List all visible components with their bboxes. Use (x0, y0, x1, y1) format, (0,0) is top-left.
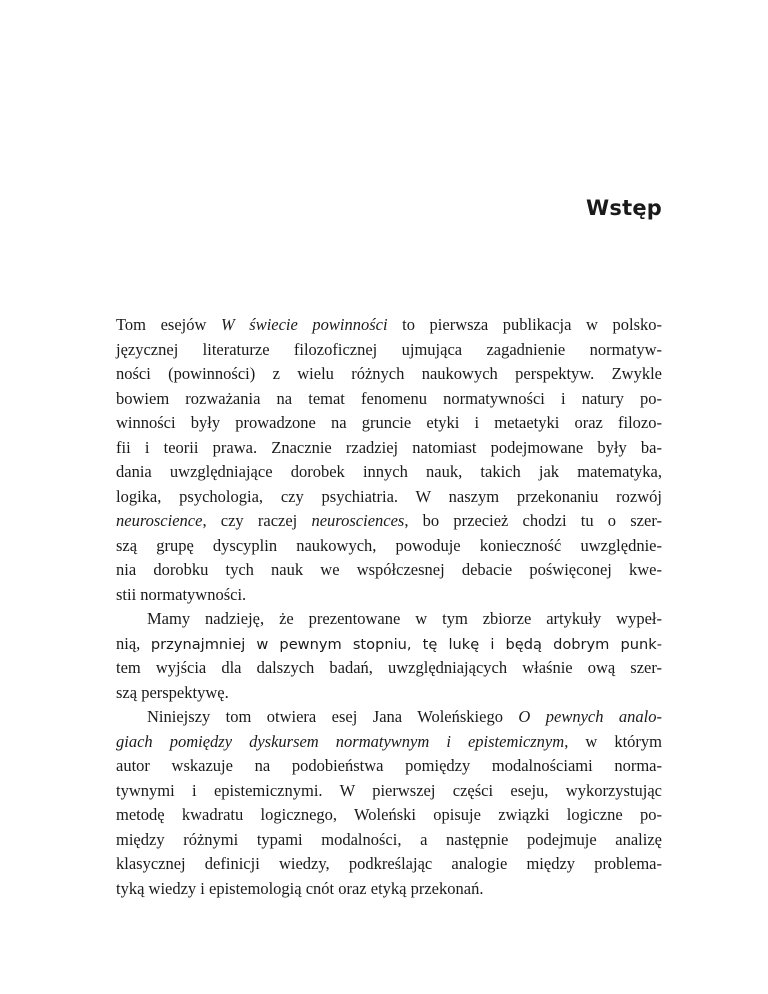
text-run: tywnymi i epistemicznymi. W pierwszej części eseju, wykorzystując (116, 780, 662, 800)
text-run: autor wskazuje na podobieństwa pomiędzy modalnościami norma- (116, 756, 662, 775)
text-line (116, 534, 662, 559)
italic-text: W świecie powinności (220, 315, 388, 334)
text-line (116, 681, 662, 706)
text-run: , czy raczej (202, 511, 312, 530)
text-run: języcznej literaturze filozoficznej ujmująca zagadnienie normatyw- (116, 339, 662, 359)
text-line (116, 436, 662, 461)
text-line (116, 607, 662, 632)
text-line (116, 509, 662, 534)
text-line (116, 730, 662, 755)
text-line (116, 852, 662, 877)
text-run: tyką wiedzy i epistemologią cnót oraz etyką przekonań. (116, 878, 484, 898)
text-line (116, 632, 662, 657)
text-line (116, 313, 662, 338)
text-run: Tom esejów (116, 315, 221, 334)
text-run: , bo przecież chodzi tu o szer- (404, 511, 662, 530)
body-text (116, 313, 662, 901)
text-line (116, 803, 662, 828)
text-line (116, 779, 662, 804)
text-run: klasycznej definicji wiedzy, podkreślając analogie między problema- (116, 854, 662, 873)
text-run: bowiem rozważania na temat fenomenu normatywności i natury po- (116, 388, 662, 408)
text-line (116, 411, 662, 436)
text-run: nia dorobku tych nauk we współczesnej debacie poświęconej kwe- (116, 560, 662, 579)
text-run: nią, (116, 633, 151, 653)
text-run: stii normatywności. (116, 584, 247, 604)
italic-text: giach pomiędzy dyskursem normatywnym i epistemicznym (116, 731, 565, 751)
chapter-title: Wstęp (586, 196, 662, 220)
text-line (116, 558, 662, 583)
text-line (116, 362, 662, 387)
text-run: szą grupę dyscyplin naukowych, powoduje konieczność uwzględnie- (116, 535, 662, 555)
text-line (116, 705, 662, 730)
italic-text: O pewnych analo- (518, 707, 662, 726)
text-run: Mamy nadzieję, że prezentowane w tym zbiorze artykuły wypeł- (147, 609, 662, 628)
text-run: przynajmniej w pewnym stopniu, tę lukę i będą dobrym punk- (150, 635, 662, 653)
text-run: Niniejszy tom otwiera esej Jana Woleńskiego (147, 707, 519, 726)
text-line (116, 338, 662, 363)
text-line (116, 656, 662, 681)
text-run: dania uwzględniające dorobek innych nauk, takich jak matematyka, (116, 462, 662, 481)
text-run: między różnymi typami modalności, a następnie podejmuje analizę (116, 829, 662, 849)
text-run: logika, psychologia, czy psychiatria. W naszym przekonaniu rozwój (116, 486, 662, 506)
text-run: szą perspektywę. (116, 682, 229, 702)
italic-text: neuroscience (116, 511, 203, 530)
text-run: to pierwsza publikacja w polsko- (387, 315, 662, 334)
text-line (116, 583, 662, 608)
text-run: , w którym (564, 731, 662, 751)
italic-text: neurosciences (311, 511, 405, 530)
text-run: tem wyjścia dla dalszych badań, uwzględniających właśnie ową szer- (116, 658, 662, 677)
text-run: fii i teorii prawa. Znacznie rzadziej natomiast podejmowane były ba- (116, 437, 662, 457)
text-run: winności były prowadzone na gruncie etyki i metaetyki oraz filozo- (116, 413, 662, 432)
text-line (116, 460, 662, 485)
text-run: metodę kwadratu logicznego, Woleński opisuje związki logiczne po- (116, 805, 662, 824)
text-line (116, 387, 662, 412)
text-line (116, 485, 662, 510)
text-line (116, 754, 662, 779)
text-line (116, 877, 662, 902)
text-line (116, 828, 662, 853)
text-run: ności (powinności) z wielu różnych naukowych perspektyw. Zwykle (116, 364, 662, 383)
